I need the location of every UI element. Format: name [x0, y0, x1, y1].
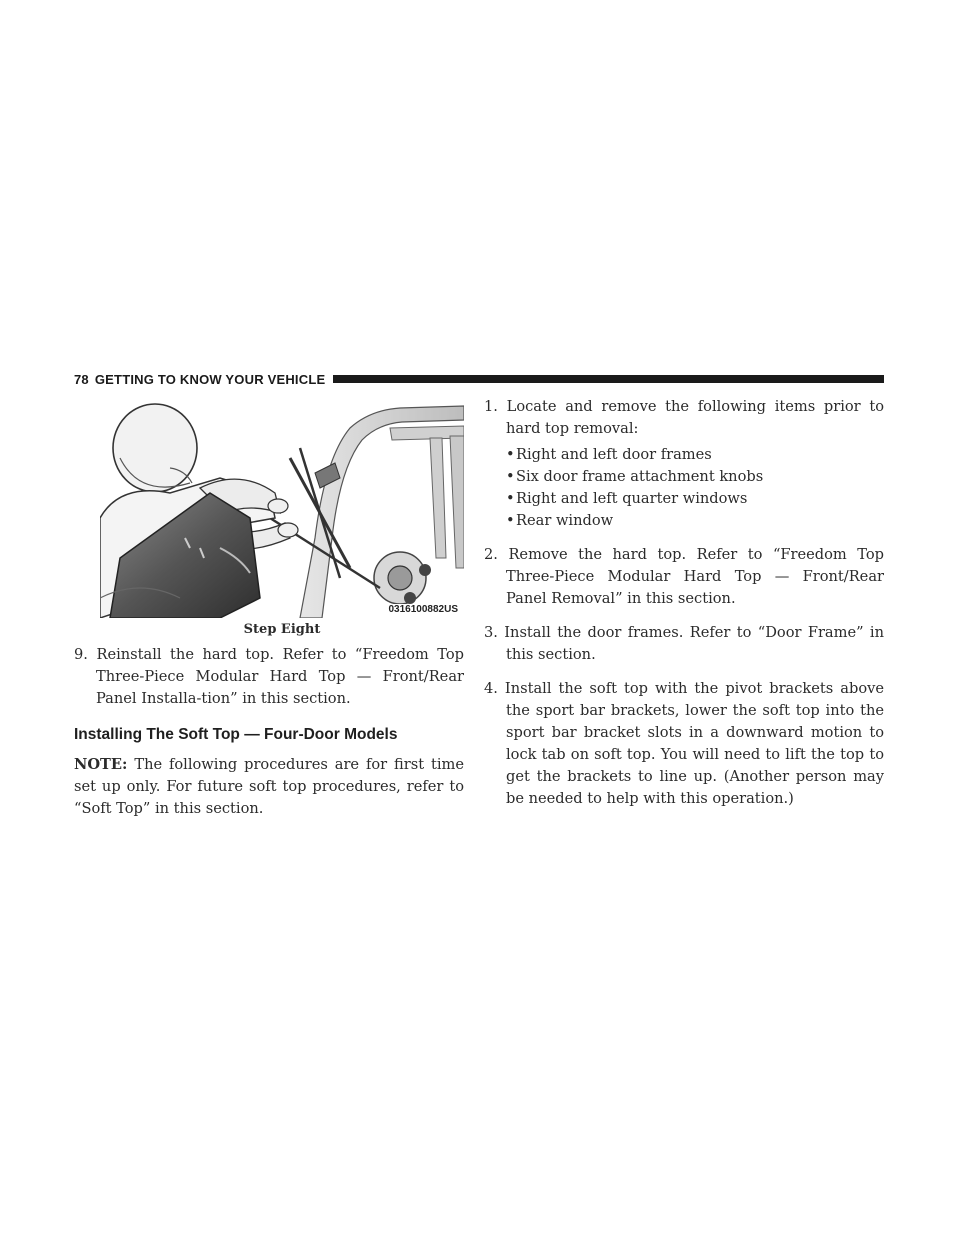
bullet-icon: • [506, 512, 515, 529]
note-label: NOTE: [74, 756, 128, 773]
note-text: The following procedures are for first time set up only. For future soft top procedures, refer to “Soft Top” in this section. [74, 756, 464, 817]
step-1: 1. Locate and remove the following items prior to hard top removal: [484, 398, 884, 437]
illustration-person-installing-soft-top-icon [100, 398, 464, 618]
note-paragraph [74, 754, 464, 820]
step-eight-illustration [100, 398, 464, 618]
list-item: • Six door frame attachment knobs [484, 466, 884, 488]
list-item: • Right and left door frames [484, 444, 884, 466]
page-header [74, 370, 884, 388]
list-item: • Rear window [484, 510, 884, 532]
section-heading: Installing The Soft Top — Four-Door Models [74, 726, 398, 743]
step-4: 4. Install the soft top with the pivot brackets above the sport bar brackets, lower the soft top into the sport bar bracket slots in a downward motion to lock tab on soft top. You will need to lift the top to get the brackets to line up. (Another person may be needed to help with this operation.) [484, 680, 884, 807]
removal-item-list [484, 444, 884, 532]
bullet-icon: • [506, 490, 515, 507]
step-2: 2. Remove the hard top. Refer to “Freedom Top Three-Piece Modular Hard Top — Front/Rear Panel Removal” in this section. [484, 546, 884, 607]
left-column [74, 644, 464, 820]
step-9: 9. Reinstall the hard top. Refer to “Freedom Top Three-Piece Modular Hard Top — Front/Rear Panel Installa-tion” in this section. [74, 646, 464, 707]
bullet-icon: • [506, 468, 515, 485]
step-3: 3. Install the door frames. Refer to “Door Frame” in this section. [484, 624, 884, 663]
figure-code: 0316100882US [388, 604, 458, 615]
figure-caption: Step Eight [243, 622, 321, 637]
list-item: • Right and left quarter windows [484, 488, 884, 510]
bullet-icon: • [506, 446, 515, 463]
page-number: 78 [74, 371, 89, 387]
header-rule [333, 375, 884, 383]
section-title: GETTING TO KNOW YOUR VEHICLE [94, 371, 326, 387]
right-column [484, 396, 884, 810]
